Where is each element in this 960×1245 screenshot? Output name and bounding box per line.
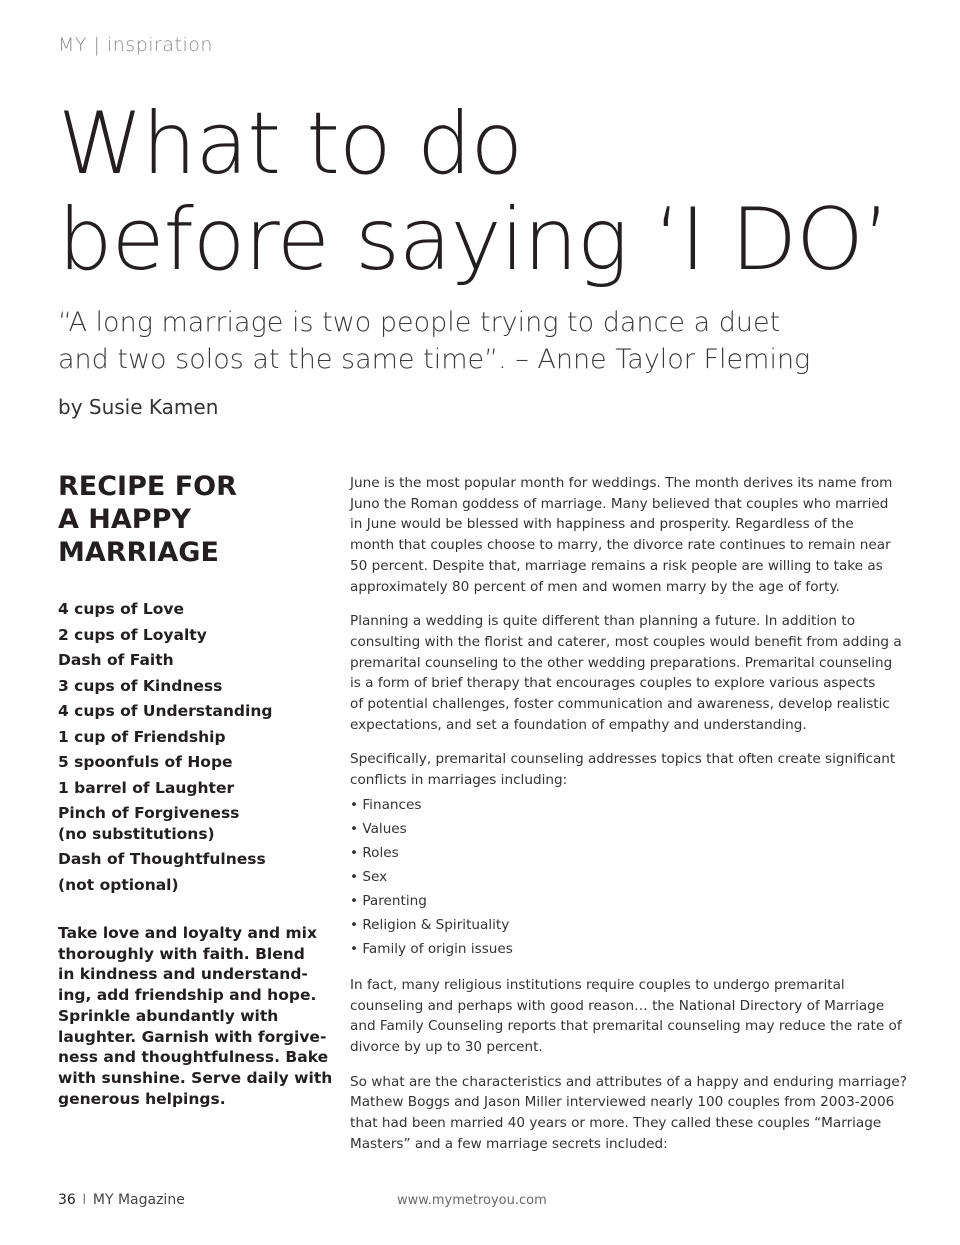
footer-url: www.mymetroyou.com — [397, 1193, 547, 1208]
topic-item: • Finances — [350, 793, 880, 817]
body-line: in June would be blessed with happiness and prosperity. Regardless of the — [350, 516, 854, 533]
method-line: Sprinkle abundantly with — [58, 1006, 279, 1025]
method-line: Take love and loyalty and mix — [58, 924, 317, 942]
body-line: Mathew Boggs and Jason Miller interviewed nearly 100 couples from 2003-2006 — [350, 1094, 895, 1111]
body-paragraph — [350, 749, 896, 790]
footer-separator: I — [82, 1192, 87, 1208]
quote-line: “A long marriage is two people trying to dance a duet — [58, 307, 781, 338]
article-title — [58, 96, 889, 288]
body-line: divorce by up to 30 percent. — [350, 1038, 543, 1055]
ingredient-item: 1 cup of Friendship — [58, 727, 226, 746]
body-line: month that couples choose to marry, the divorce rate continues to remain near — [350, 537, 891, 554]
body-paragraph — [350, 473, 893, 597]
body-line: conflicts in marriages including: — [350, 772, 568, 789]
ingredient-item: 3 cups of Kindness — [58, 676, 223, 695]
ingredient-list — [58, 599, 298, 895]
method-line: laughter. Garnish with forgive- — [58, 1027, 327, 1046]
body-paragraph — [350, 975, 902, 1058]
section-tag: MY | inspiration — [58, 34, 213, 56]
recipe-sidebar — [58, 470, 333, 1109]
recipe-heading-line: MARRIAGE — [58, 537, 219, 568]
method-line: generous helpings. — [58, 1089, 226, 1108]
recipe-method — [58, 923, 333, 1109]
topic-item: • Values — [350, 817, 880, 841]
body-line: 50 percent. Despite that, marriage remains a risk people are willing to take as — [350, 557, 883, 574]
page-footer — [58, 1192, 185, 1208]
body-line: of potential challenges, foster communication and awareness, develop realistic — [350, 696, 890, 713]
method-line: with sunshine. Serve daily with — [58, 1068, 333, 1087]
body-line: approximately 80 percent of men and women marry by the age of forty. — [350, 578, 840, 595]
body-line: Planning a wedding is quite different than planning a future. In addition to — [350, 613, 856, 630]
method-line: thoroughly with faith. Blend — [58, 944, 305, 963]
topic-list — [350, 793, 880, 961]
page-number: 36 — [58, 1192, 76, 1208]
body-paragraph — [350, 1072, 907, 1155]
ingredient-item: Dash of Thoughtfulness — [58, 850, 266, 868]
body-line: June is the most popular month for weddings. The month derives its name from — [350, 475, 893, 491]
ingredient-item: 4 cups of Understanding — [58, 702, 273, 720]
body-line: So what are the characteristics and attributes of a happy and enduring marriage? — [350, 1073, 907, 1090]
method-line: ness and thoughtfulness. Bake — [58, 1048, 329, 1067]
pull-quote — [58, 304, 810, 378]
body-line: Specifically, premarital counseling addresses topics that often create significant — [350, 751, 896, 768]
body-line: consulting with the florist and caterer, most couples would benefit from adding a — [350, 633, 902, 650]
topic-item: • Religion & Spirituality — [350, 913, 880, 937]
ingredient-item: 1 barrel of Laughter — [58, 778, 235, 797]
recipe-heading-line: A HAPPY — [58, 504, 191, 535]
ingredient-item: (not optional) — [58, 875, 179, 894]
topic-item: • Roles — [350, 841, 880, 865]
body-line: expectations, and set a foundation of empathy and understanding. — [350, 716, 807, 733]
body-line: that had been married 40 years or more. They called these couples “Marriage — [350, 1115, 882, 1132]
ingredient-item: Pinch of Forgiveness (no substitutions) — [58, 804, 240, 843]
method-line: ing, add friendship and hope. — [58, 986, 317, 1005]
quote-line: and two solos at the same time”. – Anne Taylor Fleming — [58, 344, 811, 375]
title-line: before saying ‘I DO’ — [58, 190, 890, 290]
ingredient-item: 5 spoonfuls of Hope — [58, 753, 233, 771]
ingredient-item: 2 cups of Loyalty — [58, 625, 207, 644]
method-line: in kindness and understand- — [58, 965, 308, 984]
article-body — [350, 473, 907, 1168]
recipe-heading-line: RECIPE FOR — [58, 471, 237, 502]
magazine-name: MY Magazine — [92, 1192, 185, 1208]
body-line: is a form of brief therapy that encourages couples to explore various aspects — [350, 675, 876, 692]
body-line: premarital counseling to the other wedding preparations. Premarital counseling — [350, 654, 893, 671]
body-line: Masters” and a few marriage secrets included: — [350, 1135, 668, 1152]
topic-item: • Sex — [350, 865, 880, 889]
topic-item: • Parenting — [350, 889, 880, 913]
topic-item: • Family of origin issues — [350, 937, 880, 961]
body-line: counseling and perhaps with good reason… the National Directory of Marriage — [350, 997, 885, 1014]
body-line: and Family Counseling reports that premarital counseling may reduce the rate of — [350, 1018, 902, 1035]
title-line: What to do — [58, 94, 523, 194]
body-line: Juno the Roman goddess of marriage. Many believed that couples who married — [350, 495, 889, 512]
body-paragraph — [350, 611, 902, 735]
ingredient-item: 4 cups of Love — [58, 600, 185, 618]
byline: by Susie Kamen — [58, 395, 219, 419]
recipe-heading — [58, 470, 298, 569]
ingredient-item: Dash of Faith — [58, 651, 174, 669]
body-line: In fact, many religious institutions require couples to undergo premarital — [350, 976, 845, 993]
